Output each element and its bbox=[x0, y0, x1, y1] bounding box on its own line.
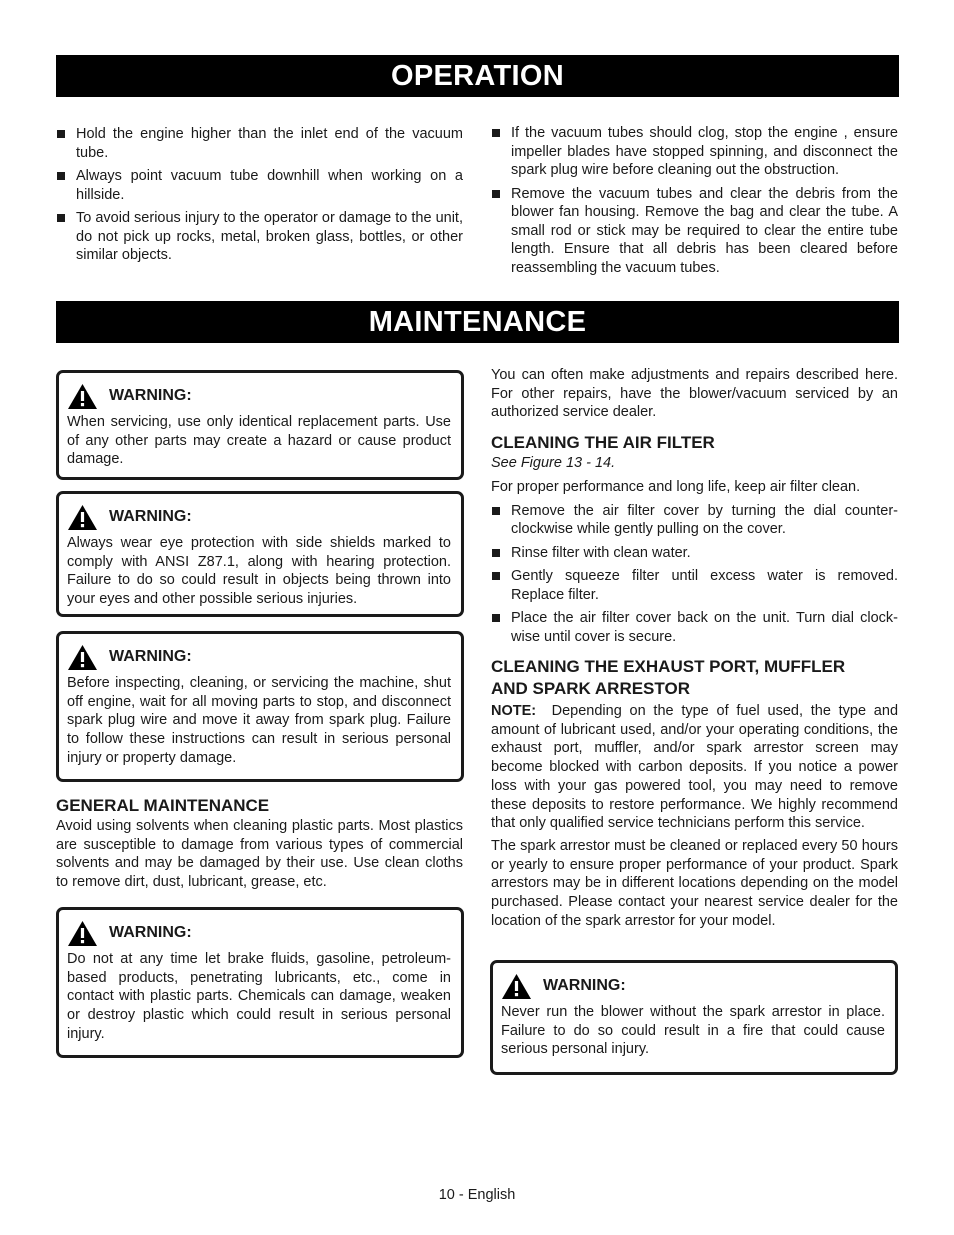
air-filter-intro: For proper performance and long life, keep air filter clean. bbox=[491, 478, 861, 495]
spark-arrestor-text: The spark arrestor must be cleaned or replaced every 50 hours or yearly to ensure proper performance of your product. Spark arrestors may be in different locations depending on the model purchased. Please contact your nearest service dealer for the location of the spark arrestor for your model. bbox=[491, 837, 898, 929]
warning-triangle-icon bbox=[67, 920, 98, 947]
note-text: Depending on the type of fuel used, the type and amount of lubricant used, and/or your operating conditions, the exhaust port, muffler, and/or spark arrestor screen may become blocked with carbon deposits. If you notice a power loss with your gas powered tool, you may need to remove these deposits to restore performance. We highly recommend that only qualified service technicians perform this service. bbox=[491, 703, 899, 832]
maintenance-banner: MAINTENANCE bbox=[56, 301, 899, 343]
warning-triangle-icon bbox=[501, 973, 532, 1000]
list-item: Hold the engine higher than the inlet end of the vacuum tube. bbox=[56, 125, 463, 162]
general-maintenance-heading: GENERAL MAINTENANCE bbox=[56, 796, 270, 815]
exhaust-heading-line2: AND SPARK ARRESTOR bbox=[491, 679, 690, 699]
exhaust-heading-line1: CLEANING THE EXHAUST PORT, MUFFLER bbox=[491, 657, 846, 677]
list-item: If the vacuum tubes should clog, stop the engine , ensure impeller blades have stopped spinning, and disconnect the spark plug wire before cleaning out the obstruction. bbox=[491, 124, 898, 180]
warning-title: WARNING: bbox=[543, 977, 626, 994]
general-maintenance-section bbox=[56, 795, 463, 892]
warning-text: Do not at any time let brake fluids, gasoline, petroleum-based products, penetrating lubricants, etc., come in contact with plastic parts. Chemicals can damage, weaken or destroy plastic which could result in serious personal injury. bbox=[67, 951, 451, 1042]
exhaust-note bbox=[491, 702, 898, 833]
maintenance-intro-text: You can often make adjustments and repairs described here. For other repairs, have the blower/vacuum serviced by an authorized service dealer. bbox=[491, 367, 898, 421]
operation-left-list bbox=[56, 125, 463, 265]
warning-box-chemicals bbox=[56, 907, 464, 1058]
warning-title: WARNING: bbox=[109, 648, 192, 665]
figure-reference: See Figure 13 - 14. bbox=[491, 455, 616, 472]
warning-box-replacement-parts bbox=[56, 370, 464, 480]
maintenance-right-column bbox=[491, 366, 898, 930]
list-item: Rinse filter with clean water. bbox=[491, 544, 898, 563]
warning-title: WARNING: bbox=[109, 508, 192, 525]
list-item: Place the air filter cover back on the unit. Turn dial clock-wise until cover is secure. bbox=[491, 609, 898, 646]
warning-box-spark-arrestor bbox=[490, 960, 898, 1075]
page-number: 10 - English bbox=[438, 1187, 516, 1203]
operation-right-column bbox=[491, 124, 898, 282]
list-item: To avoid serious injury to the operator or damage to the unit, do not pick up rocks, metal, broken glass, bottles, or other similar objects. bbox=[56, 209, 463, 265]
warning-triangle-icon bbox=[67, 504, 98, 531]
air-filter-heading: CLEANING THE AIR FILTER bbox=[491, 433, 715, 453]
warning-box-eye-protection bbox=[56, 491, 464, 617]
warning-box-servicing bbox=[56, 631, 464, 782]
list-item: Gently squeeze filter until excess water is removed. Replace filter. bbox=[491, 567, 898, 604]
warning-title: WARNING: bbox=[109, 924, 192, 941]
warning-title: WARNING: bbox=[109, 387, 192, 404]
warning-text: Always wear eye protection with side shields marked to comply with ANSI Z87.1, along with hearing protection. Failure to do so could result in objects being thrown into your eyes and other possible serious injuries. bbox=[67, 535, 451, 608]
warning-text: Before inspecting, cleaning, or servicing the machine, shut off engine, wait for all moving parts to stop, and disconnect spark plug wire and move it away from spark plug. Failure to follow these instructions can result in serious personal injury or property damage. bbox=[67, 675, 451, 766]
warning-triangle-icon bbox=[67, 644, 98, 671]
exhaust-heading bbox=[491, 656, 898, 700]
warning-text: Never run the blower without the spark arrestor in place. Failure to do so could result in a fire that could cause serious personal injury. bbox=[501, 1004, 885, 1058]
operation-right-list bbox=[491, 124, 898, 277]
list-item: Remove the vacuum tubes and clear the debris from the blower fan housing. Remove the bag and clear the tube. A small rod or stick may be required to clear the entire tube length. Ensure that all debris has been cleared before reassembling the vacuum tubes. bbox=[491, 185, 898, 278]
list-item: Always point vacuum tube downhill when working on a hillside. bbox=[56, 167, 463, 204]
warning-triangle-icon bbox=[67, 383, 98, 410]
list-item: Remove the air filter cover by turning the dial counter-clockwise while gently pulling on the cover. bbox=[491, 502, 898, 539]
general-maintenance-text: Avoid using solvents when cleaning plastic parts. Most plastics are susceptible to damage from various types of commercial solvents and may be damaged by their use. Use clean cloths to remove dirt, dust, lubricant, grease, etc. bbox=[56, 818, 463, 891]
air-filter-steps bbox=[491, 502, 898, 647]
warning-text: When servicing, use only identical replacement parts. Use of any other parts may create a hazard or cause product damage. bbox=[67, 414, 451, 468]
operation-left-column bbox=[56, 125, 463, 270]
note-label: NOTE: bbox=[491, 703, 537, 720]
operation-banner: OPERATION bbox=[56, 55, 899, 97]
